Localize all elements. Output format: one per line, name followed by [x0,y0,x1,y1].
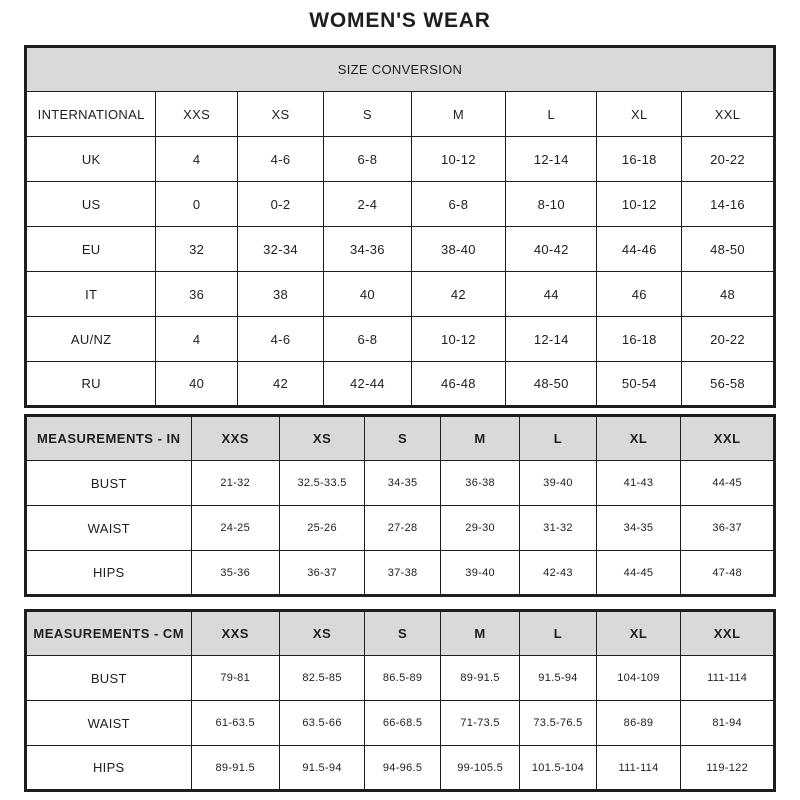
cell-value: 4-6 [237,137,323,182]
cell-value: 111-114 [681,656,775,701]
cell-value: 61-63.5 [191,701,279,746]
cell-value: 36 [156,272,238,317]
cell-value: 99-105.5 [440,746,519,791]
table-row [26,272,775,317]
table-row [26,461,775,506]
row-label: IT [26,272,156,317]
cell-value: 20-22 [682,317,775,362]
column-header: XXL [681,416,775,461]
cell-value: 56-58 [682,362,775,407]
cell-value: 8-10 [506,182,597,227]
cell-value: 38 [237,272,323,317]
table-row [26,182,775,227]
row-label: WAIST [26,506,192,551]
cell-value: 20-22 [682,137,775,182]
table-row [26,317,775,362]
cell-value: 63.5-66 [279,701,364,746]
column-header: XL [596,611,681,656]
cell-value: 48-50 [682,227,775,272]
cell-value: 71-73.5 [440,701,519,746]
cell-value: 42-44 [324,362,412,407]
table-row [26,746,775,791]
cell-value: 21-32 [191,461,279,506]
cell-value: 36-37 [279,551,364,596]
cell-value: 66-68.5 [365,701,441,746]
cell-value: 119-122 [681,746,775,791]
size-conversion-body [26,47,775,407]
cell-value: 4 [156,317,238,362]
row-label: US [26,182,156,227]
column-header: L [520,416,596,461]
cell-value: 32.5-33.5 [279,461,364,506]
cell-value: 34-35 [365,461,441,506]
column-header: XS [237,92,323,137]
column-header: XL [597,92,682,137]
cell-value: 4 [156,137,238,182]
row-label: AU/NZ [26,317,156,362]
column-header: XS [279,416,364,461]
size_conversion-header-row [26,92,775,137]
cell-value: 89-91.5 [440,656,519,701]
measurements-cm-body [26,611,775,791]
cell-value: 14-16 [682,182,775,227]
cell-value: 44-46 [597,227,682,272]
cell-value: 34-36 [324,227,412,272]
cell-value: 50-54 [597,362,682,407]
column-header: S [324,92,412,137]
cell-value: 40 [324,272,412,317]
row-label: HIPS [26,551,192,596]
measurements-in-body [26,416,775,596]
column-header: INTERNATIONAL [26,92,156,137]
cell-value: 6-8 [324,317,412,362]
cell-value: 37-38 [365,551,441,596]
cell-value: 27-28 [365,506,441,551]
cell-value: 4-6 [237,317,323,362]
cell-value: 38-40 [411,227,505,272]
cell-value: 91.5-94 [520,656,596,701]
cell-value: 12-14 [506,137,597,182]
cell-value: 39-40 [440,551,519,596]
measurements-cm-table [24,609,776,792]
cell-value: 10-12 [597,182,682,227]
cell-value: 40-42 [506,227,597,272]
table-row [26,506,775,551]
column-header: M [440,611,519,656]
column-header: XXL [681,611,775,656]
table-row [26,701,775,746]
cell-value: 42 [411,272,505,317]
cell-value: 44 [506,272,597,317]
table-row [26,551,775,596]
size-conversion-table [24,45,776,408]
cell-value: 16-18 [597,137,682,182]
column-header: L [506,92,597,137]
row-label: HIPS [26,746,192,791]
cell-value: 32 [156,227,238,272]
column-header: MEASUREMENTS - CM [26,611,192,656]
cell-value: 89-91.5 [191,746,279,791]
cell-value: 44-45 [596,551,681,596]
cell-value: 39-40 [520,461,596,506]
size_conversion-title: SIZE CONVERSION [26,47,775,92]
measurements_cm-header-row [26,611,775,656]
cell-value: 94-96.5 [365,746,441,791]
cell-value: 46 [597,272,682,317]
cell-value: 34-35 [596,506,681,551]
cell-value: 10-12 [411,317,505,362]
cell-value: 48-50 [506,362,597,407]
column-header: XXS [156,92,238,137]
column-header: S [365,416,441,461]
column-header: XL [596,416,681,461]
cell-value: 29-30 [440,506,519,551]
cell-value: 12-14 [506,317,597,362]
cell-value: 46-48 [411,362,505,407]
row-label: WAIST [26,701,192,746]
cell-value: 42-43 [520,551,596,596]
column-header: L [520,611,596,656]
table-row [26,362,775,407]
cell-value: 48 [682,272,775,317]
row-label: EU [26,227,156,272]
cell-value: 42 [237,362,323,407]
column-header: XS [279,611,364,656]
column-header: M [440,416,519,461]
cell-value: 10-12 [411,137,505,182]
cell-value: 73.5-76.5 [520,701,596,746]
cell-value: 40 [156,362,238,407]
cell-value: 35-36 [191,551,279,596]
measurements_in-header-row [26,416,775,461]
column-header: XXS [191,611,279,656]
page-title: WOMEN'S WEAR [309,9,491,32]
cell-value: 44-45 [681,461,775,506]
cell-value: 36-38 [440,461,519,506]
cell-value: 6-8 [324,137,412,182]
row-label: UK [26,137,156,182]
cell-value: 111-114 [596,746,681,791]
cell-value: 79-81 [191,656,279,701]
table-row [26,137,775,182]
cell-value: 82.5-85 [279,656,364,701]
cell-value: 0 [156,182,238,227]
cell-value: 104-109 [596,656,681,701]
cell-value: 47-48 [681,551,775,596]
measurements-in-table [24,414,776,597]
row-label: BUST [26,461,192,506]
cell-value: 41-43 [596,461,681,506]
cell-value: 24-25 [191,506,279,551]
cell-value: 2-4 [324,182,412,227]
column-header: M [411,92,505,137]
column-header: MEASUREMENTS - IN [26,416,192,461]
row-label: RU [26,362,156,407]
cell-value: 81-94 [681,701,775,746]
column-header: XXL [682,92,775,137]
cell-value: 86.5-89 [365,656,441,701]
size_conversion-banner-row [26,47,775,92]
column-header: S [365,611,441,656]
cell-value: 25-26 [279,506,364,551]
cell-value: 91.5-94 [279,746,364,791]
cell-value: 36-37 [681,506,775,551]
cell-value: 86-89 [596,701,681,746]
cell-value: 31-32 [520,506,596,551]
table-row [26,227,775,272]
column-header: XXS [191,416,279,461]
cell-value: 16-18 [597,317,682,362]
cell-value: 101.5-104 [520,746,596,791]
row-label: BUST [26,656,192,701]
cell-value: 32-34 [237,227,323,272]
cell-value: 0-2 [237,182,323,227]
cell-value: 6-8 [411,182,505,227]
table-row [26,656,775,701]
